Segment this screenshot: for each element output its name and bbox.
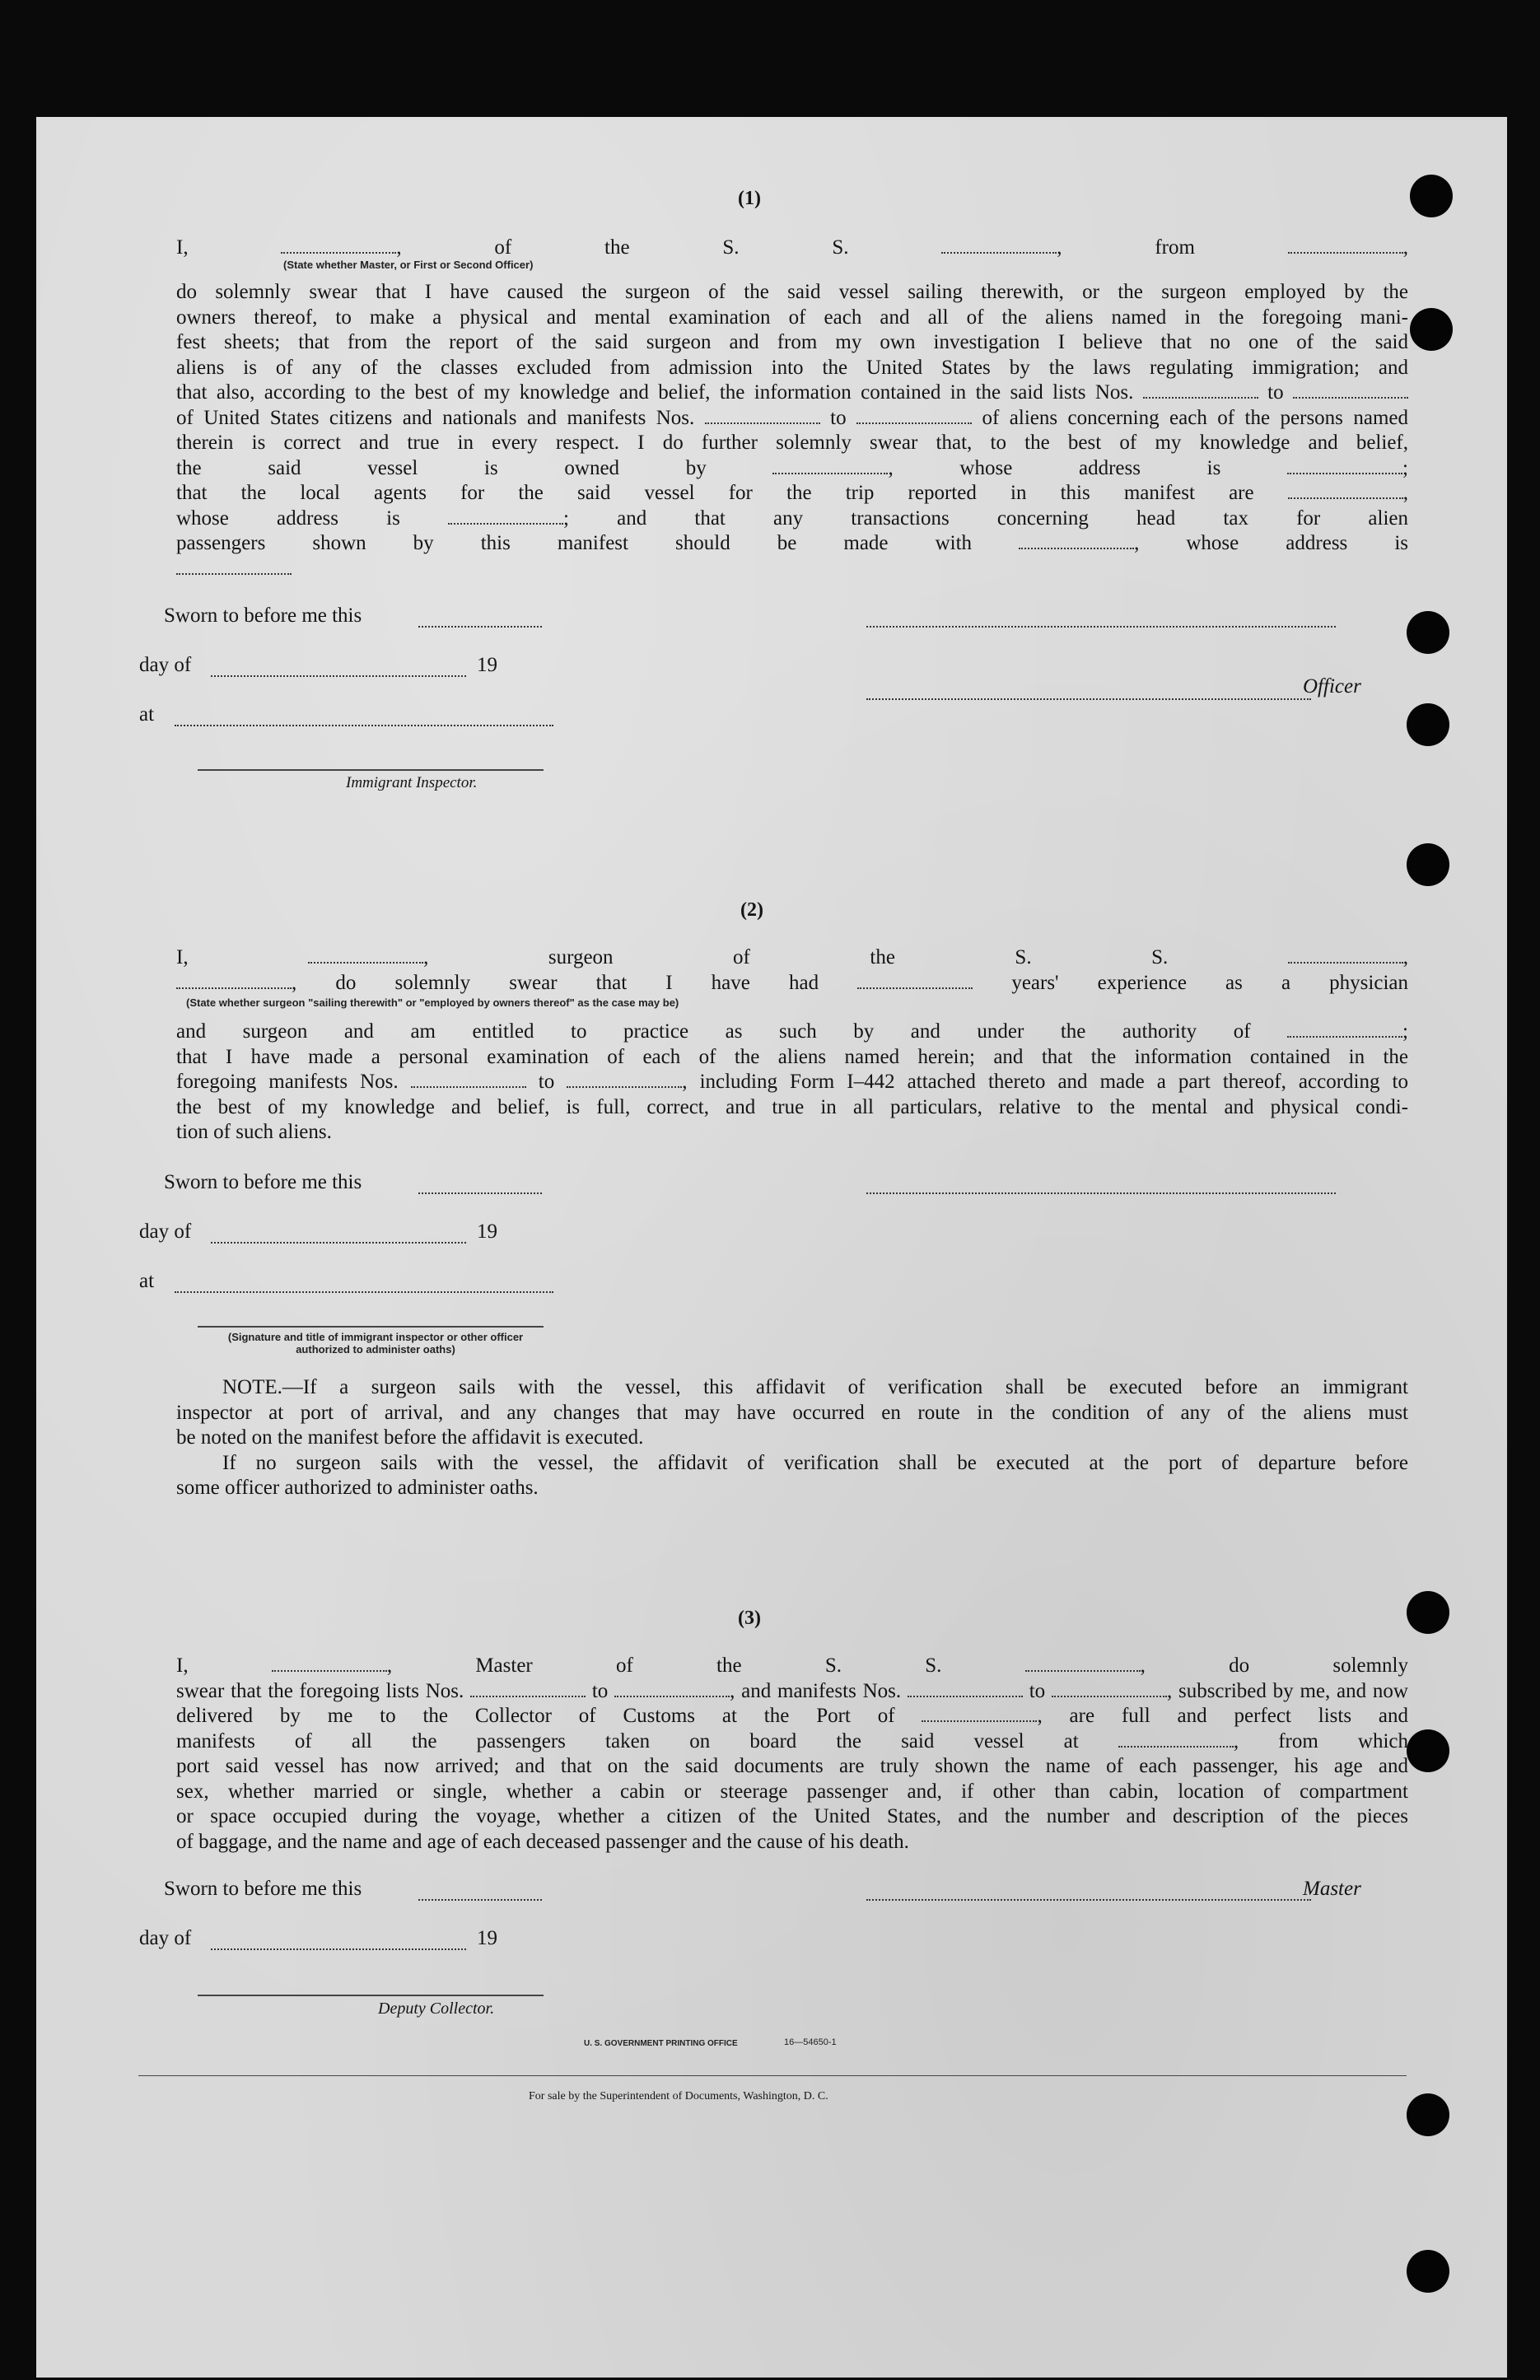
oath-line: that also, according to the best of my knowledge and belief, the information contained in the said lists Nos. to	[176, 380, 1408, 406]
blank-field[interactable]	[1288, 483, 1403, 499]
signature-rule	[198, 1326, 544, 1328]
signature-caption: (Signature and title of immigrant inspector or other officer authorized to administer oaths)	[227, 1331, 524, 1356]
at-line	[175, 1276, 553, 1293]
blank-field[interactable]	[1118, 1731, 1234, 1748]
punch-hole	[1407, 2093, 1449, 2136]
bleed-through-text	[662, 578, 742, 677]
blank-field[interactable]	[705, 408, 820, 424]
oath-line: and surgeon and am entitled to practice as such by and under the authority of ;	[176, 1020, 1408, 1043]
punch-hole	[1407, 611, 1449, 654]
note-line: be noted on the manifest before the affidavit is executed.	[176, 1426, 644, 1449]
signature-rule	[198, 769, 544, 771]
blank-field[interactable]	[176, 973, 292, 989]
blank-field[interactable]	[1287, 1021, 1402, 1038]
oath-line: that the local agents for the said vessel for the trip reported in this manifest are ,	[176, 482, 1408, 504]
oath-line: that I have made a personal examination of each of the aliens named herein; and that the information contained in the	[176, 1045, 1408, 1068]
oath-line: whose address is ; and that any transactions concerning head tax for alien	[176, 506, 1408, 530]
immigrant-inspector-caption: Immigrant Inspector.	[346, 774, 478, 791]
blank-field[interactable]	[1293, 382, 1408, 399]
sworn-date-line	[418, 611, 542, 628]
oath-line: therein is correct and true in every respect. I do further solemnly swear that, to the best of my knowledge and belief,	[176, 432, 1408, 454]
punch-hole	[1410, 308, 1453, 351]
day-line	[211, 660, 466, 677]
blank-field[interactable]	[411, 1071, 526, 1088]
oath-line: sex, whether married or single, whether a cabin or steerage passenger and, if other than cabin, location of compartment	[176, 1780, 1408, 1803]
bleed-through-text	[596, 1245, 650, 1319]
punch-hole	[1407, 843, 1449, 886]
oath-line: of baggage, and the name and age of each deceased passenger and the cause of his death.	[176, 1830, 909, 1853]
surgeon-caption: (State whether surgeon "sailing therewith" or "employed by owners thereof" as the case may be)	[186, 996, 679, 1009]
officer-line-2	[866, 684, 1311, 700]
section-1-body	[176, 280, 1408, 581]
blank-field[interactable]	[908, 1681, 1023, 1697]
blank-field[interactable]	[941, 237, 1057, 254]
oath-line: of United States citizens and nationals and manifests Nos. to of aliens concerning each of the persons named	[176, 406, 1408, 429]
section-2-number: (2)	[740, 899, 763, 921]
section-2-note	[176, 1375, 1408, 1501]
blank-field[interactable]	[176, 558, 292, 575]
blank-field[interactable]	[470, 1681, 586, 1697]
punch-hole	[1407, 2250, 1449, 2293]
blank-field[interactable]	[1288, 237, 1403, 254]
oath-line: passengers shown by this manifest should be made with , whose address is	[176, 532, 1408, 554]
punch-hole	[1407, 703, 1449, 746]
note-line: inspector at port of arrival, and any changes that may have occurred en route in the condition of any of the aliens must	[176, 1401, 1408, 1424]
sworn-label: Sworn to before me this	[164, 1171, 362, 1193]
blank-field[interactable]	[1025, 1655, 1141, 1672]
oath-line: I, , surgeon of the S. S. ,	[176, 946, 1409, 968]
oath-line: aliens is of any of the classes excluded from admission into the United States by the laws regulating immigration; and	[176, 356, 1408, 379]
blank-field[interactable]	[614, 1681, 730, 1697]
form-code: 16—54650-1	[784, 2037, 837, 2047]
signature-rule	[198, 1995, 544, 1996]
oath-line: the best of my knowledge and belief, is full, correct, and true in all particulars, relative to the mental and physical condi-	[176, 1095, 1408, 1118]
master-line	[866, 1884, 1311, 1901]
officer-caption: Officer	[1303, 675, 1361, 698]
blank-field[interactable]	[308, 947, 423, 964]
blank-field[interactable]	[856, 408, 972, 424]
blank-field[interactable]	[1019, 533, 1134, 549]
state-officer-caption: (State whether Master, or First or Second Officer)	[283, 259, 534, 271]
at-label: at	[139, 1270, 155, 1292]
oath-line: , do solemnly swear that I have had years' experience as a physician	[176, 971, 1408, 996]
day-of-label: day of	[139, 654, 192, 676]
oath-line: foregoing manifests Nos. to , including Form I–442 attached thereto and made a part thereof, according to	[176, 1071, 1408, 1093]
at-line	[175, 710, 553, 726]
oath-line: or space occupied during the voyage, whether a citizen of the United States, and the number and description of the pieces	[176, 1805, 1408, 1827]
oath-line: port said vessel has now arrived; and that on the said documents are truly shown the name of each passenger, his age and	[176, 1755, 1408, 1777]
section-2-oath-b	[176, 1020, 1408, 1146]
blank-field[interactable]	[567, 1071, 682, 1088]
blank-field[interactable]	[448, 508, 563, 525]
sworn-date-line	[418, 1884, 542, 1901]
year-label: 19	[477, 1220, 497, 1243]
oath-line: tion of such aliens.	[176, 1121, 332, 1143]
deputy-collector-caption: Deputy Collector.	[378, 2000, 495, 2018]
note-line: some officer authorized to administer oaths.	[176, 1477, 539, 1499]
day-of-label: day of	[139, 1220, 192, 1243]
section-1-number: (1)	[738, 188, 761, 209]
oath-line: manifests of all the passengers taken on board the said vessel at , from which	[176, 1729, 1408, 1752]
oath-line: fest sheets; that from the report of the said surgeon and from my own investigation I believe that no one of the said	[176, 331, 1408, 353]
blank-field[interactable]	[922, 1706, 1037, 1722]
blank-field[interactable]	[272, 1655, 387, 1672]
oath-line: I, , Master of the S. S. , do solemnly	[176, 1654, 1408, 1677]
note-line: If no surgeon sails with the vessel, the affidavit of verification shall be executed at the port of departure before	[222, 1451, 1408, 1474]
officer-line-1	[866, 611, 1336, 628]
punch-hole	[1407, 1591, 1449, 1634]
section-1-oath	[176, 236, 1408, 261]
document-page	[36, 117, 1507, 2378]
blank-field[interactable]	[1143, 382, 1258, 399]
day-of-label: day of	[139, 1927, 192, 1949]
blank-field[interactable]	[772, 458, 888, 474]
section-3-number: (3)	[738, 1608, 761, 1629]
footer-rule	[138, 2075, 1407, 2076]
note-line: NOTE.—If a surgeon sails with the vessel, this affidavit of verification shall be executed before an immigrant	[222, 1376, 1408, 1398]
at-label: at	[139, 703, 155, 726]
sworn-date-line	[418, 1178, 542, 1194]
section-3-oath	[176, 1654, 1408, 1855]
punch-hole	[1410, 175, 1453, 217]
sworn-label: Sworn to before me this	[164, 1878, 362, 1900]
blank-field[interactable]	[281, 237, 396, 254]
master-caption: Master	[1303, 1878, 1361, 1900]
printing-office-label: U. S. GOVERNMENT PRINTING OFFICE	[584, 2039, 738, 2048]
blank-field[interactable]	[1287, 458, 1402, 474]
oath-line: delivered by me to the Collector of Customs at the Port of , are full and perfect lists and	[176, 1705, 1409, 1727]
day-line	[211, 1934, 466, 1950]
oath-line: do solemnly swear that I have caused the surgeon of the said vessel sailing therewith, or the surgeon employed by the	[176, 281, 1408, 303]
blank-field[interactable]	[857, 973, 973, 989]
blank-field[interactable]	[1052, 1681, 1167, 1697]
blank-field[interactable]	[1288, 947, 1403, 964]
sworn-label: Sworn to before me this	[164, 604, 362, 627]
oath-line: swear that the foregoing lists Nos. to , and manifests Nos. to , subscribed by me, and now	[176, 1679, 1408, 1702]
year-label: 19	[477, 654, 497, 676]
punch-hole	[1407, 1729, 1449, 1772]
oath-line: I, , of the S. S. , from ,	[176, 236, 1408, 259]
section-2-oath-a	[176, 945, 1408, 996]
sale-notice: For sale by the Superintendent of Documents, Washington, D. C.	[529, 2090, 828, 2102]
day-line	[211, 1227, 466, 1244]
oath-line: the said vessel is owned by , whose address is ;	[176, 456, 1408, 479]
officer-line	[866, 1178, 1336, 1194]
oath-line	[176, 557, 1408, 582]
oath-line: owners thereof, to make a physical and mental examination of each and all of the aliens named in the foregoing mani-	[176, 306, 1408, 329]
year-label: 19	[477, 1927, 497, 1949]
